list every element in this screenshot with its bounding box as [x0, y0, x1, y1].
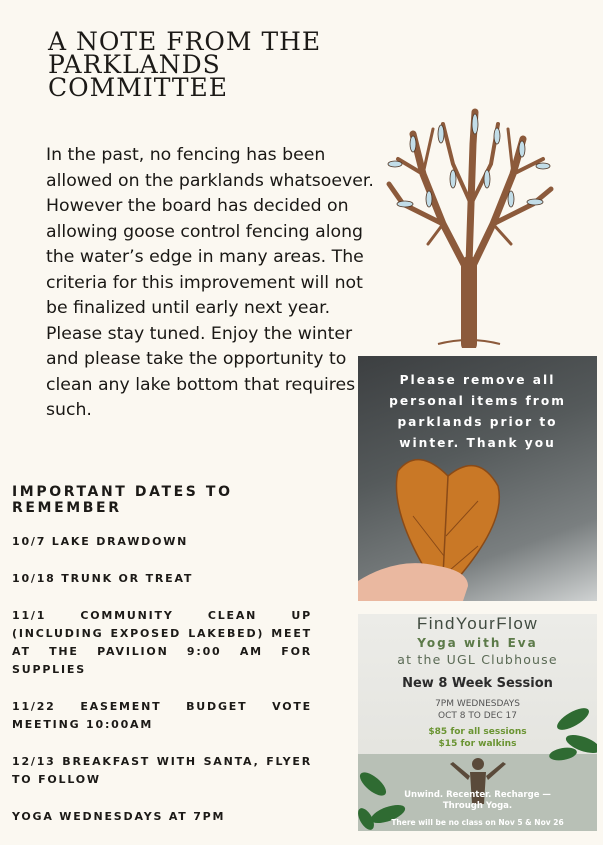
- yoga-session: New 8 Week Session: [402, 676, 553, 691]
- yoga-no-class-note: There will be no class on Nov 5 & Nov 26: [391, 818, 564, 827]
- yoga-price-walkin: $15 for walkins: [438, 739, 517, 749]
- date-item: 11/1 COMMUNITY CLEAN UP (INCLUDING EXPOSED LAKEBED) MEET AT THE PAVILION 9:00 AM FOR SUPPLIES: [12, 609, 312, 676]
- leaf-photo-notice: [358, 356, 597, 601]
- notice-line: Please remove all: [399, 373, 556, 387]
- yoga-flyer: [358, 614, 597, 831]
- heart-leaf-image: [358, 446, 597, 601]
- notice-line: parklands prior to: [397, 415, 558, 429]
- important-dates-section: [12, 484, 312, 845]
- yoga-tagline: Yoga with Eva: [417, 636, 538, 650]
- yoga-slogan-line-1: Unwind. Recenter. Recharge —: [404, 790, 551, 800]
- yoga-location: at the UGL Clubhouse: [397, 652, 558, 667]
- page-title: [48, 27, 328, 102]
- yoga-slogan: [358, 790, 597, 812]
- yoga-schedule-day: 7PM WEDNESDAYS: [435, 699, 520, 709]
- notice-line: personal items from: [389, 394, 566, 408]
- yoga-prices: [358, 726, 597, 750]
- tree-illustration: [383, 104, 555, 348]
- date-item: 12/13 BREAKFAST WITH SANTA, FLYER TO FOLLOW: [12, 755, 312, 786]
- date-item: 11/22 EASEMENT BUDGET VOTE MEETING 10:00AM: [12, 700, 312, 731]
- title-line-2: PARKLANDS: [48, 50, 221, 79]
- title-line-1: A NOTE FROM THE: [48, 27, 322, 56]
- notice-line: winter. Thank you: [399, 436, 556, 450]
- intro-paragraph: In the past, no fencing has been allowed on the parklands whatsoever. However the board has decided on allowing goose control fencing along the water’s edge in many areas. The criteria for this improvement will not be finalized until early next year. Please stay tuned. Enjoy the winter and please take the opportunity to clean any lake bottom that requires such.: [46, 145, 374, 420]
- date-item: 10/18 TRUNK OR TREAT: [12, 572, 194, 585]
- yoga-schedule: [358, 698, 597, 722]
- yoga-price-full: $85 for all sessions: [428, 727, 527, 737]
- dates-heading: IMPORTANT DATES TO REMEMBER: [12, 484, 233, 516]
- personal-items-notice: [364, 370, 591, 454]
- yoga-slogan-line-2: Through Yoga.: [442, 801, 513, 811]
- yoga-brand: FindYourFlow: [416, 614, 539, 633]
- date-item: YOGA WEDNESDAYS AT 7PM: [12, 810, 226, 823]
- title-line-3: COMMITTEE: [48, 73, 229, 102]
- date-item: 10/7 LAKE DRAWDOWN: [12, 535, 189, 548]
- yoga-schedule-dates: OCT 8 TO DEC 17: [438, 711, 517, 721]
